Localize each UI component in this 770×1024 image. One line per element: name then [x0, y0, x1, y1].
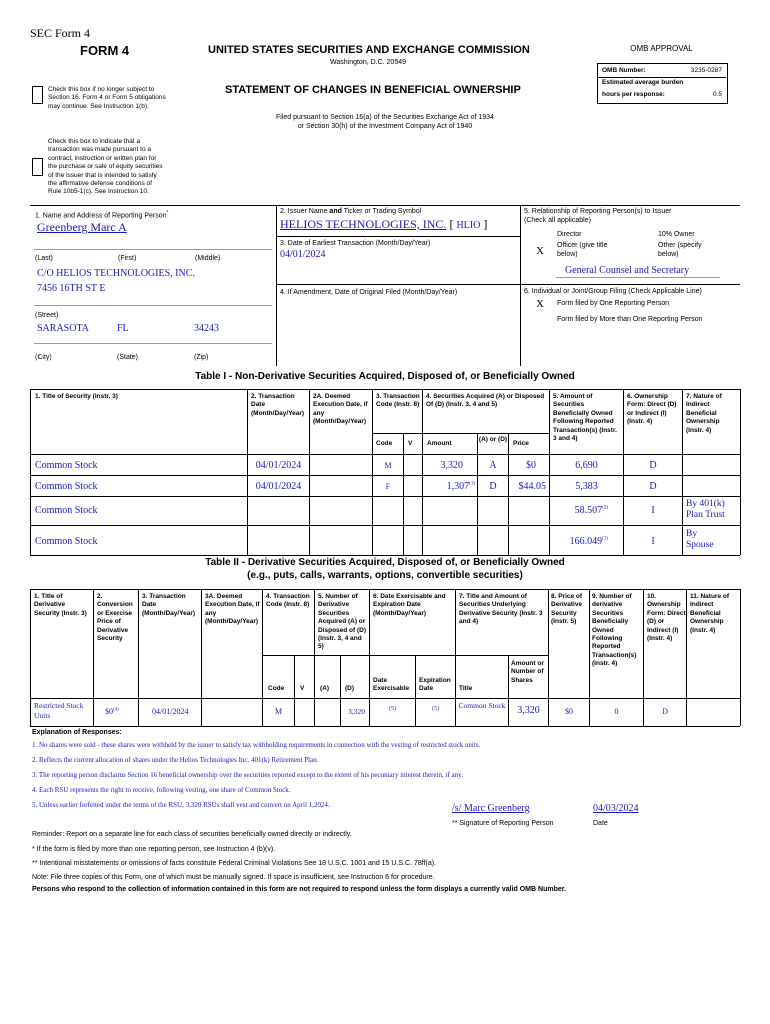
t2-row-exercisable: (5): [389, 706, 396, 712]
t1-h7: 7. Nature of Indirect Beneficial Ownership (Instr. 4): [686, 393, 722, 434]
t1-h2a: 2A. Deemed Execution Date, if any (Month/Day/Year): [313, 393, 368, 426]
issuer-line: HELIOS TECHNOLOGIES, INC. [ HLIO ]: [280, 217, 488, 231]
joint-filing-check[interactable]: X: [536, 298, 544, 310]
t1-row1-owned: 6,690: [575, 460, 598, 471]
filed-pursuant-1: Filed pursuant to Section 16(a) of the Securities Exchange Act of 1934: [276, 114, 494, 121]
t2-h2: 2. Conversion or Exercise Price of Derivative Security: [97, 593, 133, 643]
t1-row3-title: Common Stock: [35, 505, 98, 516]
t2-row-expiration: (5): [432, 706, 439, 712]
location: Washington, D.C. 20549: [330, 59, 407, 66]
omb-burden-label: Estimated average burden: [602, 79, 684, 86]
rule-10b5-checkbox[interactable]: [32, 158, 43, 176]
t2-row-u-amount: 3,320: [517, 705, 540, 716]
t2-h3: 3. Transaction Date (Month/Day/Year): [142, 593, 196, 617]
t1-h3: 3. Transaction Code (Instr. 8): [376, 393, 420, 409]
t2-h7: 7. Title and Amount of Securities Underlying Derivative Security (Instr. 3 and 4): [459, 593, 543, 626]
t2-sub-amount: Amount or Number of Shares: [511, 660, 544, 684]
form-title: FORM 4: [80, 43, 130, 58]
t1-row2-ad: D: [489, 481, 497, 492]
footer-note-1: * If the form is filed by more than one reporting person, see Instruction 4 (b)(v).: [32, 846, 276, 853]
ticker: HLIO: [456, 220, 481, 231]
footer-reminder: Reminder: Report on a separate line for each class of securities beneficially owned directly or indirectly.: [32, 831, 352, 838]
table1-title: Table I - Non-Derivative Securities Acquired, Disposed of, or Beneficially Owned: [195, 371, 575, 382]
no-longer-subject-checkbox[interactable]: [32, 86, 43, 104]
footer-note-2: ** Intentional misstatements or omissions of facts constitute Federal Criminal Violations See 18 U.S.C. 1001 and 15 U.S.C. 78ff(a).: [32, 860, 436, 867]
t1-row1-form: D: [649, 460, 657, 471]
middle-label: (Middle): [195, 255, 221, 262]
issuer-name: HELIOS TECHNOLOGIES, INC.: [280, 217, 447, 231]
t2-row-owned: 0: [614, 707, 619, 716]
t2-row-code: M: [274, 707, 283, 716]
box5-label-2: (Check all applicable): [524, 217, 591, 224]
t1-row3-nature: By 401(k) Plan Trust: [686, 499, 725, 520]
t1-row4-owned: 166.049$^{(3)}$: [569, 536, 608, 547]
t2-row-date: 04/01/2024: [152, 707, 189, 716]
t2-h5: 5. Number of Derivative Securities Acquired (A) or Disposed of (D) (Instr. 3, 4 and 5): [318, 593, 367, 651]
t2-h3a: 3A. Deemed Execution Date, if any (Month/Day/Year): [205, 593, 260, 626]
explanation-2: 2. Reflects the current allocation of shares under the Helios Technologies Inc. 401(k) Retirement Plan.: [32, 756, 319, 764]
explanation-1: 1. No shares were sold - these shares were withheld by the issuer to satisfy tax withholding requirements in connection with the vesting of restricted stock units.: [32, 741, 481, 749]
officer-check[interactable]: X: [536, 245, 544, 257]
t1-h1: 1. Title of Security (Instr. 3): [35, 393, 118, 400]
omb-number: 3235-0287: [690, 67, 722, 74]
t2-row-title: Restricted Stock Units: [34, 701, 84, 720]
t1-row1-code: M: [384, 461, 392, 470]
checkbox2-text: Check this box to indicate that a transaction was made pursuant to a contract, instruction or written plan for the purchase or sale of equity securities of the issuer that is intended to satisfy the affirmative defense conditions of Rule 10b5-1(c). See Instruction 10.: [48, 138, 163, 196]
statement-title: STATEMENT OF CHANGES IN BENEFICIAL OWNERSHIP: [225, 84, 521, 96]
address-line-2: 7456 16TH ST E: [37, 283, 106, 294]
street-label: (Street): [35, 312, 59, 319]
explanation-4: 4. Each RSU represents the right to receive, following vesting, one share of Common Stock.: [32, 786, 291, 794]
sec-form-label: SEC Form 4: [30, 26, 91, 40]
reporting-person-name: Greenberg Marc A: [37, 220, 127, 234]
officer-title: General Counsel and Secretary: [565, 265, 690, 276]
officer-label: Officer (give title below): [557, 242, 608, 258]
t2-h8: 8. Price of Derivative Security (Instr. 5): [551, 593, 583, 626]
table2-title-1: Table II - Derivative Securities Acquired, Disposed of, or Beneficially Owned: [205, 557, 565, 568]
t2-h1: 1. Title of Derivative Security (Instr. 3): [34, 593, 87, 617]
state: FL: [117, 323, 129, 334]
commission-title: UNITED STATES SECURITIES AND EXCHANGE COMMISSION: [208, 44, 530, 56]
footer-omb-notice: Persons who respond to the collection of information contained in this form are not required to respond unless the form displays a currently valid OMB Number.: [32, 886, 567, 893]
signature: /s/ Marc Greenberg: [452, 803, 530, 814]
t2-sub-a: (A): [320, 685, 330, 692]
omb-title: OMB APPROVAL: [630, 44, 693, 53]
t2-sub-date-ex: Date Exercisable: [373, 677, 410, 693]
date-label: Date: [593, 820, 608, 827]
t1-row1-amount: 3,320: [440, 460, 463, 471]
t1-h5: 5. Amount of Securities Beneficially Owned Following Reported Transaction(s) (Instr. 3 and 4): [553, 393, 617, 443]
omb-hours-label: hours per response:: [602, 91, 665, 98]
box1-label: 1. Name and Address of Reporting Person*: [35, 210, 169, 220]
box3-label: 3. Date of Earliest Transaction (Month/Day/Year): [280, 240, 431, 247]
t1-row2-code: F: [385, 482, 391, 491]
t2-sub-v: V: [300, 685, 305, 692]
filed-by-one: Form filed by One Reporting Person: [557, 300, 670, 307]
t2-sub-code: Code: [268, 685, 285, 692]
t2-h4: 4. Transaction Code (Instr. 8): [266, 593, 310, 609]
t1-row2-date: 04/01/2024: [255, 481, 302, 492]
t1-row1-date: 04/01/2024: [255, 460, 302, 471]
t2-h6: 6. Date Exercisable and Expiration Date (Month/Day/Year): [373, 593, 446, 617]
t2-row-form: D: [662, 707, 668, 716]
address-line-1: C/O HELIOS TECHNOLOGIES, INC.: [37, 268, 195, 279]
t2-row-d: 3,320: [348, 707, 365, 716]
t2-sub-exp: Expiration Date: [419, 677, 451, 693]
t2-row-price: $0: [565, 707, 573, 716]
other-label: Other (specify below): [658, 242, 702, 258]
t1-row2-owned: 5,383: [575, 481, 598, 492]
footer-note-3: Note: File three copies of this Form, one of which must be manually signed. If space is insufficient, see Instruction 6 for procedure.: [32, 874, 435, 881]
zip: 34243: [194, 323, 219, 334]
t1-row4-nature: By Spouse: [686, 529, 714, 550]
state-label: (State): [117, 354, 139, 361]
signature-date: 04/03/2024: [593, 803, 639, 814]
t2-sub-title: Title: [459, 685, 473, 692]
city-label: (City): [35, 354, 52, 361]
explanation-5: 5. Unless earlier forfeited under the terms of the RSU, 3,320 RSUs shall vest and convert on April 1,2024.: [32, 801, 330, 809]
zip-label: (Zip): [194, 354, 209, 361]
explanation-title: Explanation of Responses:: [32, 729, 122, 736]
box5-label-1: 5. Relationship of Reporting Person(s) to Issuer: [524, 208, 672, 215]
omb-hours: 0.5: [712, 91, 722, 98]
t1-row1-price: $0: [526, 460, 536, 471]
t1-row3-form: I: [651, 505, 655, 516]
t1-h2: 2. Transaction Date (Month/Day/Year): [251, 393, 305, 417]
t1-row2-form: D: [649, 481, 657, 492]
box6-label: 6. Individual or Joint/Group Filing (Check Applicable Line): [524, 288, 702, 295]
t2-row-conv: $0$^{(4)}$: [105, 707, 119, 716]
box2-label: 2. Issuer Name and Ticker or Trading Symbol: [280, 208, 422, 215]
t2-row-u-title: Common Stock: [458, 701, 506, 710]
t1-row1-ad: A: [489, 460, 497, 471]
box4-label: 4. If Amendment, Date of Original Filed (Month/Day/Year): [280, 289, 458, 296]
t1-h6: 6. Ownership Form: Direct (D) or Indirect (I) (Instr. 4): [627, 393, 677, 426]
t1-sub-v: V: [408, 440, 413, 447]
t1-row1-title: Common Stock: [35, 460, 98, 471]
t1-row2-title: Common Stock: [35, 481, 98, 492]
signature-label: ** Signature of Reporting Person: [452, 820, 554, 827]
t1-row3-owned: 58.507$^{(2)}$: [574, 505, 608, 516]
city: SARASOTA: [37, 323, 89, 334]
t1-row4-title: Common Stock: [35, 536, 98, 547]
table2-title-2: (e.g., puts, calls, warrants, options, convertible securities): [247, 570, 523, 581]
t2-sub-d: (D): [345, 685, 355, 692]
t1-row4-form: I: [651, 536, 655, 547]
t2-h9: 9. Number of derivative Securities Beneficially Owned Following Reported Transaction(s) (Instr. 4): [592, 593, 637, 668]
t1-sub-amount: Amount: [427, 440, 452, 447]
omb-number-label: OMB Number:: [602, 67, 646, 74]
checkbox1-text: Check this box if no longer subject to Section 16. Form 4 or Form 5 obligations may continue. See Instruction 1(b).: [48, 86, 166, 110]
t1-sub-code: Code: [376, 440, 393, 447]
ten-pct-owner-label: 10% Owner: [658, 231, 695, 238]
filed-by-more: Form filed by More than One Reporting Person: [557, 316, 703, 323]
t2-h11: 11. Nature of Indirect Beneficial Ownership (Instr. 4): [690, 593, 730, 634]
first-label: (First): [118, 255, 137, 262]
t2-h10: 10. Ownership Form: Direct (D) or Indirect (I) (Instr. 4): [647, 593, 686, 643]
director-label: Director: [557, 231, 582, 238]
t1-row2-amount: 1,307$^{(1)}$: [446, 481, 475, 492]
earliest-transaction-date: 04/01/2024: [280, 249, 326, 260]
t1-h4: 4. Securities Acquired (A) or Disposed Of (D) (Instr. 3, 4 and 5): [426, 393, 545, 409]
t1-sub-ad: (A) or (D): [478, 436, 508, 443]
filed-pursuant-2: or Section 30(h) of the Investment Company Act of 1940: [297, 123, 473, 130]
t1-row2-price: $44.05: [518, 481, 546, 492]
last-label: (Last): [35, 255, 53, 262]
explanation-3: 3. The reporting person disclaims Section 16 beneficial ownership over the securities reported except to the extent of his pecuniary interest therein, if any.: [32, 771, 463, 779]
t1-sub-price: Price: [513, 440, 529, 447]
